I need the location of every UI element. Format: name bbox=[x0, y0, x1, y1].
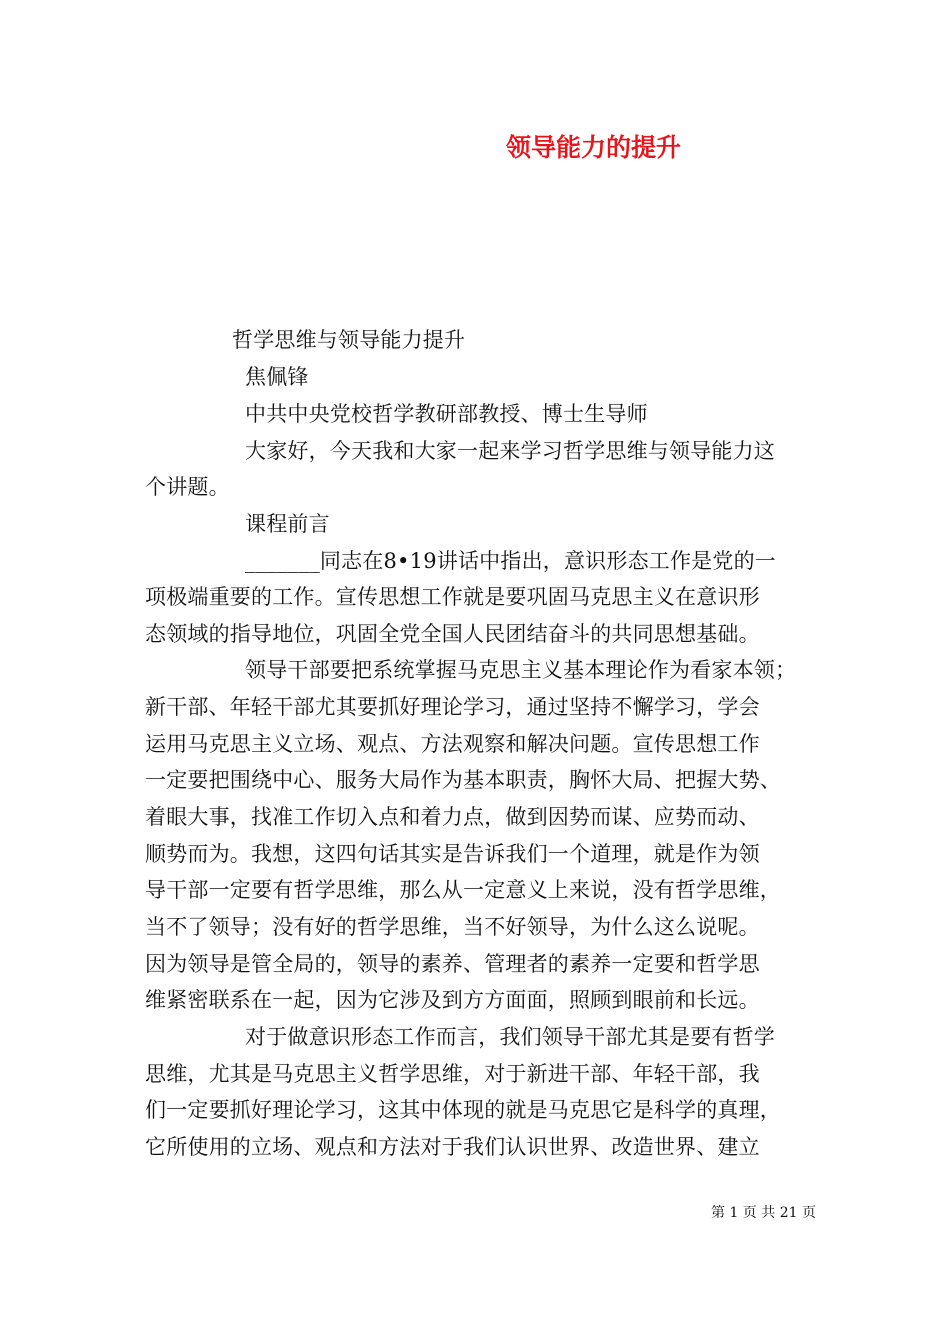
text-line-section-heading: 课程前言 bbox=[245, 512, 330, 536]
text-line: 维紧密联系在一起，因为它涉及到方方面面，照顾到眼前和长远。 bbox=[145, 988, 760, 1012]
text-line: 它所使用的立场、观点和方法对于我们认识世界、改造世界、建立 bbox=[145, 1135, 760, 1159]
page-title: 领导能力的提升 bbox=[506, 133, 682, 162]
text-line: 领导干部要把系统掌握马克思主义基本理论作为看家本领； bbox=[245, 658, 797, 682]
text-line: 因为领导是管全局的，领导的素养、管理者的素养一定要和哲学思 bbox=[145, 952, 760, 976]
text-line: 大家好，今天我和大家一起来学习哲学思维与领导能力这 bbox=[245, 439, 775, 463]
text-line: 们一定要抓好理论学习，这其中体现的就是马克思它是科学的真理， bbox=[145, 1098, 781, 1122]
text-line: 一定要把围绕中心、服务大局作为基本职责，胸怀大局、把握大势、 bbox=[145, 768, 781, 792]
text-line: 当不了领导；没有好的哲学思维，当不好领导，为什么这么说呢。 bbox=[145, 915, 760, 939]
text-line-author: 焦佩锋 bbox=[245, 365, 309, 389]
text-line: 对于做意识形态工作而言，我们领导干部尤其是要有哲学 bbox=[245, 1025, 775, 1049]
text-line: 顺势而为。我想，这四句话其实是告诉我们一个道理，就是作为领 bbox=[145, 842, 760, 866]
text-line: 导干部一定要有哲学思维，那么从一定意义上来说，没有哲学思维， bbox=[145, 878, 781, 902]
text-line: 新干部、年轻干部尤其要抓好理论学习，通过坚持不懈学习，学会 bbox=[145, 695, 760, 719]
text-line-subtitle: 哲学思维与领导能力提升 bbox=[232, 328, 466, 352]
text-line: 着眼大事，找准工作切入点和着力点，做到因势而谋、应势而动、 bbox=[145, 805, 760, 829]
text-line: 个讲题。 bbox=[145, 475, 230, 499]
text-line-affiliation: 中共中央党校哲学教研部教授、博士生导师 bbox=[245, 402, 648, 426]
text-line: 思维，尤其是马克思主义哲学思维，对于新进干部、年轻干部，我 bbox=[145, 1062, 760, 1086]
text-line: _______同志在8•19讲话中指出，意识形态工作是党的一 bbox=[245, 549, 776, 573]
text-line: 运用马克思主义立场、观点、方法观察和解决问题。宣传思想工作 bbox=[145, 732, 760, 756]
page-number-footer: 第 1 页 共 21 页 bbox=[711, 1205, 816, 1221]
text-line: 态领域的指导地位，巩固全党全国人民团结奋斗的共同思想基础。 bbox=[145, 622, 760, 646]
text-line: 项极端重要的工作。宣传思想工作就是要巩固马克思主义在意识形 bbox=[145, 585, 760, 609]
